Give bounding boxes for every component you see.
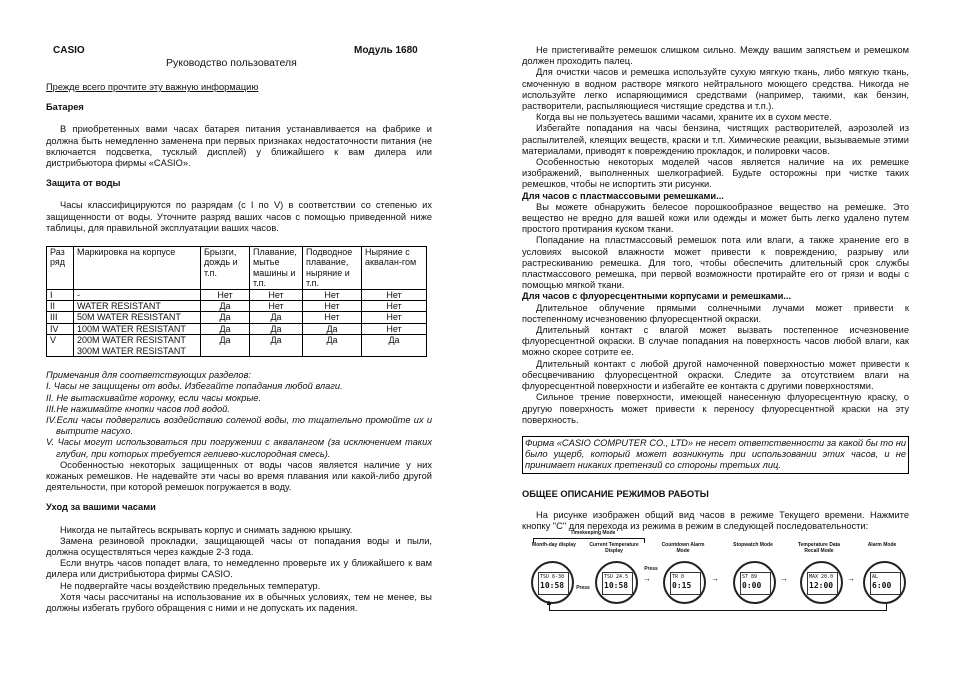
arrow-right-icon: →	[711, 574, 719, 583]
table-cell: Нет	[303, 312, 362, 323]
table-cell: II	[47, 301, 74, 312]
watch-display	[740, 572, 771, 595]
modes-heading: ОБЩЕЕ ОПИСАНИЕ РЕЖИМОВ РАБОТЫ	[522, 488, 709, 499]
arrow-right-icon: →	[847, 574, 855, 583]
display-line: MAX 20.0	[809, 574, 834, 580]
watch-display	[807, 572, 838, 595]
table-header: Брызги, дождь и т.п.	[201, 247, 250, 290]
table-cell: Нет	[362, 289, 427, 300]
module-label: Модуль 1680	[354, 45, 418, 56]
table-cell: Да	[201, 323, 250, 334]
mode-label: Month-day display	[532, 542, 576, 548]
table-header: Маркировка на корпусе	[74, 247, 201, 290]
table-cell: Да	[250, 312, 303, 323]
table-header: Раз ряд	[47, 247, 74, 290]
display-line: ST 89	[742, 574, 758, 580]
care-paragraph: Никогда не пытайтесь вскрывать корпус и снимать заднюю крышку.	[60, 524, 353, 535]
arrow-right-icon: →	[780, 574, 788, 583]
watch-display	[538, 572, 569, 595]
water-text: Часы классифицируются по разрядам (с I по V) в соответствии со степенью их защищенности от воды. Уточните разряд ваших часов с помощью приведенной ниже таблицы, для правильной эксплуатации ваших часов.	[46, 200, 432, 233]
plastic-heading: Для часов с пластмассовыми ремешками...	[522, 190, 724, 201]
display-line: TSU 6-30	[540, 574, 565, 580]
mode-label: Stopwatch Mode	[733, 542, 773, 548]
battery-heading: Батарея	[46, 102, 84, 113]
disclaimer-box: Фирма «CASIO COMPUTER CO., LTD» не несет ответственности за какой бы то ни было ущерб, который может возникнуть при использовании этих часов, и не принимает никаких претензий со стороны третьих лиц.	[522, 436, 909, 474]
arrow-up-icon: ▲	[545, 598, 553, 607]
table-cell: Да	[250, 323, 303, 334]
care-paragraph: Не пристегивайте ремешок слишком сильно. Между вашим запястьем и ремешком должен проходить палец.	[522, 45, 909, 67]
table-cell: -	[74, 289, 201, 300]
table-cell: 200M WATER RESISTANT 300M WATER RESISTANT	[74, 335, 201, 357]
watch-icon	[733, 561, 776, 604]
right-column	[522, 45, 909, 532]
fluor-paragraph: Длительный контакт с любой другой намоченной поверхностью может привести к обесцвечиванию флуоресцентной окраски. Следите за отсутствием влаги на флуоресцентной поверхности и избегайте ее контакта с другими поверхностями.	[522, 358, 909, 392]
display-time: 12:00	[809, 581, 834, 590]
table-row	[47, 335, 427, 357]
table-cell: Да	[201, 335, 250, 357]
mode-label: Current Temperature Display	[589, 542, 639, 554]
care-paragraph: Избегайте попадания на часы бензина, чистящих растворителей, аэрозолей из распылителей, клеящих веществ, краски и т.п. Химические реакции, вызываемые этими материалами, приводят к повреждению прокладок, и полировки часов.	[522, 123, 909, 156]
table-cell: Да	[362, 335, 427, 357]
table-cell: 100M WATER RESISTANT	[74, 323, 201, 334]
table-cell: Да	[201, 301, 250, 312]
care-paragraph: Когда вы не пользуетесь вашими часами, храните их в сухом месте.	[536, 112, 832, 123]
fluor-paragraph: Длительный контакт с влагой может вызвать постепенное исчезновение флуоресцентной окраски. В случае попадания на поверхность часов любой влаги, как можно скорее сотрите ее.	[522, 325, 909, 358]
return-loop-line	[549, 604, 887, 611]
display-time: 6:00	[872, 581, 892, 590]
care-paragraph: Для очистки часов и ремешка используйте сухую мягкую ткань, либо мягкую ткань, смоченную в водном растворе мягкого нейтрального моющего средства. Никогда не используйте легко испаряющимися средствами (например, такими, как бензин, растворители, распыляющиеся чистящие средства и т.п.).	[522, 67, 909, 112]
modes-text: На рисунке изображен общий вид часов в режиме Текущего времени. Нажмите кнопку "С" для перехода из режима в режим в следующей последовательности:	[522, 509, 909, 531]
watch-icon	[800, 561, 843, 604]
plastic-paragraph: Вы можете обнаружить белесое порошкообразное вещество на ремешке. Это вещество не вредно для вашей кожи или одежды и может быть легко удалено путем простого протирания куском ткани.	[522, 201, 909, 235]
mode-label: Alarm Mode	[867, 542, 897, 548]
table-cell: Нет	[250, 289, 303, 300]
note-item: I. Часы не защищены от воды. Избегайте попадания любой влаги.	[46, 381, 343, 392]
notes-title: Примечания для соответствующих разделов:	[46, 370, 252, 381]
table-cell: Да	[250, 335, 303, 357]
table-header: Ныряние с аквалан-гом	[362, 247, 427, 290]
table-cell: Нет	[362, 323, 427, 334]
watch-icon	[863, 561, 906, 604]
brand-label: CASIO	[53, 45, 85, 56]
table-cell: I	[47, 289, 74, 300]
modes-diagram	[523, 531, 908, 621]
display-line: AL	[872, 574, 879, 580]
table-cell: Нет	[303, 301, 362, 312]
care-paragraph: Замена резиновой прокладки, защищающей часы от попадания воды и пыли, должна осуществляться через каждые 2-3 года.	[46, 535, 432, 557]
table-cell: Нет	[201, 289, 250, 300]
display-time: 10:58	[604, 581, 629, 590]
arrow-right-icon: →	[643, 574, 651, 583]
table-cell: IV	[47, 323, 74, 334]
watch-display	[670, 572, 701, 595]
watch-display	[870, 572, 901, 595]
water-resistance-table	[46, 246, 427, 357]
fluor-paragraph: Длительное облучение прямыми солнечными лучами может привести к постепенному исчезновению флуоресцентной окраски.	[522, 302, 909, 324]
watch-icon	[595, 561, 638, 604]
table-header: Плавание, мытье машины и т.п.	[250, 247, 303, 290]
table-cell: III	[47, 312, 74, 323]
left-column	[46, 82, 432, 614]
care-paragraph: Хотя часы рассчитаны на использование их в обычных условиях, тем не менее, вы должны избегать грубого обращения с ними и не допускать их падения.	[46, 591, 432, 613]
read-first-note: Прежде всего прочтите эту важную информацию	[46, 82, 259, 92]
display-line: TR 0	[672, 574, 685, 580]
table-row	[47, 323, 427, 334]
battery-text: В приобретенных вами часах батарея питания устанавливается на фабрике и должна быть немедленно заменена при первых признаках недостаточности питания (не включается подсветка, тусклый дисплей) у ближайшего к вам дилера или дистрибьютора фирмы «CASIO».	[46, 124, 432, 169]
watch-icon	[663, 561, 706, 604]
care-heading: Уход за вашими часами	[46, 502, 156, 513]
table-row	[47, 301, 427, 312]
table-header: Подводное плавание, ныряние и т.п.	[303, 247, 362, 290]
table-cell: V	[47, 335, 74, 357]
timekeeping-label: Timekeeping Mode	[570, 530, 616, 536]
display-line: TSU 24.5	[604, 574, 629, 580]
display-time: 0:15	[672, 581, 692, 590]
table-row	[47, 312, 427, 323]
display-time: 10:58	[540, 581, 565, 590]
care-paragraph: Если внутрь часов попадет влага, то немедленно проверьте их у ближайшего к вам дилера или дистрибьютора фирмы CASIO.	[46, 558, 432, 580]
fluor-paragraph: Сильное трение поверхности, имеющей нанесенную флуоресцентную краску, о другую поверхность может привести к переносу флуоресцентной краски на эту поверхность.	[522, 392, 909, 425]
mode-label: Temperature Data Recall Mode	[797, 542, 841, 554]
table-header-row	[47, 247, 427, 290]
press-label: Press	[644, 566, 658, 572]
table-cell: 50M WATER RESISTANT	[74, 312, 201, 323]
table-cell: Нет	[303, 289, 362, 300]
display-time: 0:00	[742, 581, 762, 590]
table-cell: Да	[303, 335, 362, 357]
care-paragraph: Не подвергайте часы воздействию предельных температур.	[60, 580, 321, 591]
watch-display	[602, 572, 633, 595]
table-cell: Да	[303, 323, 362, 334]
notes-list	[46, 381, 432, 459]
strap-note: Особенностью некоторых защищенных от воды часов является наличие у них кожаных ремешков. Не надевайте эти часы во время плавания или какой-либо другой деятельности, при которой ремешок погружается в воду.	[46, 459, 432, 493]
table-cell: WATER RESISTANT	[74, 301, 201, 312]
table-row	[47, 289, 427, 300]
table-cell: Да	[201, 312, 250, 323]
press-label: Press	[576, 585, 590, 591]
note-item: V. Часы могут использоваться при погружении с аквалангом (за исключением таких глубин, при которых требуется гелиево-кислородная смесь).	[46, 437, 432, 459]
note-item: III.Не нажимайте кнопки часов под водой.	[46, 403, 230, 414]
care-paragraph: Особенностью некоторых моделей часов является наличие на их ремешке изображений, выполненных шелкографией. Будьте осторожны при чистке таких ремешков, чтобы не испортить эти рисунки.	[522, 157, 909, 190]
guide-title: Руководство пользователя	[166, 57, 297, 69]
water-heading: Защита от воды	[46, 178, 121, 189]
mode-label: Countdown Alarm Mode	[661, 542, 705, 554]
note-item: IV.Если часы подверглись воздействию соленой воды, то тщательно промойте их и вытрите насухо.	[46, 414, 432, 437]
table-cell: Нет	[362, 312, 427, 323]
table-cell: Нет	[362, 301, 427, 312]
plastic-paragraph: Попадание на пластмассовый ремешок пота или влаги, а также хранение его в условиях высокой влажности может привести к повреждению, разрыву или растрескиванию ремешка. Для того, чтобы обеспечить длительный срок службы пластмассового ремешка, при первой возможности протирайте его от грязи и воды с помощью мягкой ткани.	[522, 235, 909, 291]
note-item: II. Не вытаскивайте коронку, если часы мокрые.	[46, 392, 262, 403]
table-cell: Нет	[250, 301, 303, 312]
fluor-heading: Для часов с флуоресцентными корпусами и ремешками...	[522, 291, 792, 302]
